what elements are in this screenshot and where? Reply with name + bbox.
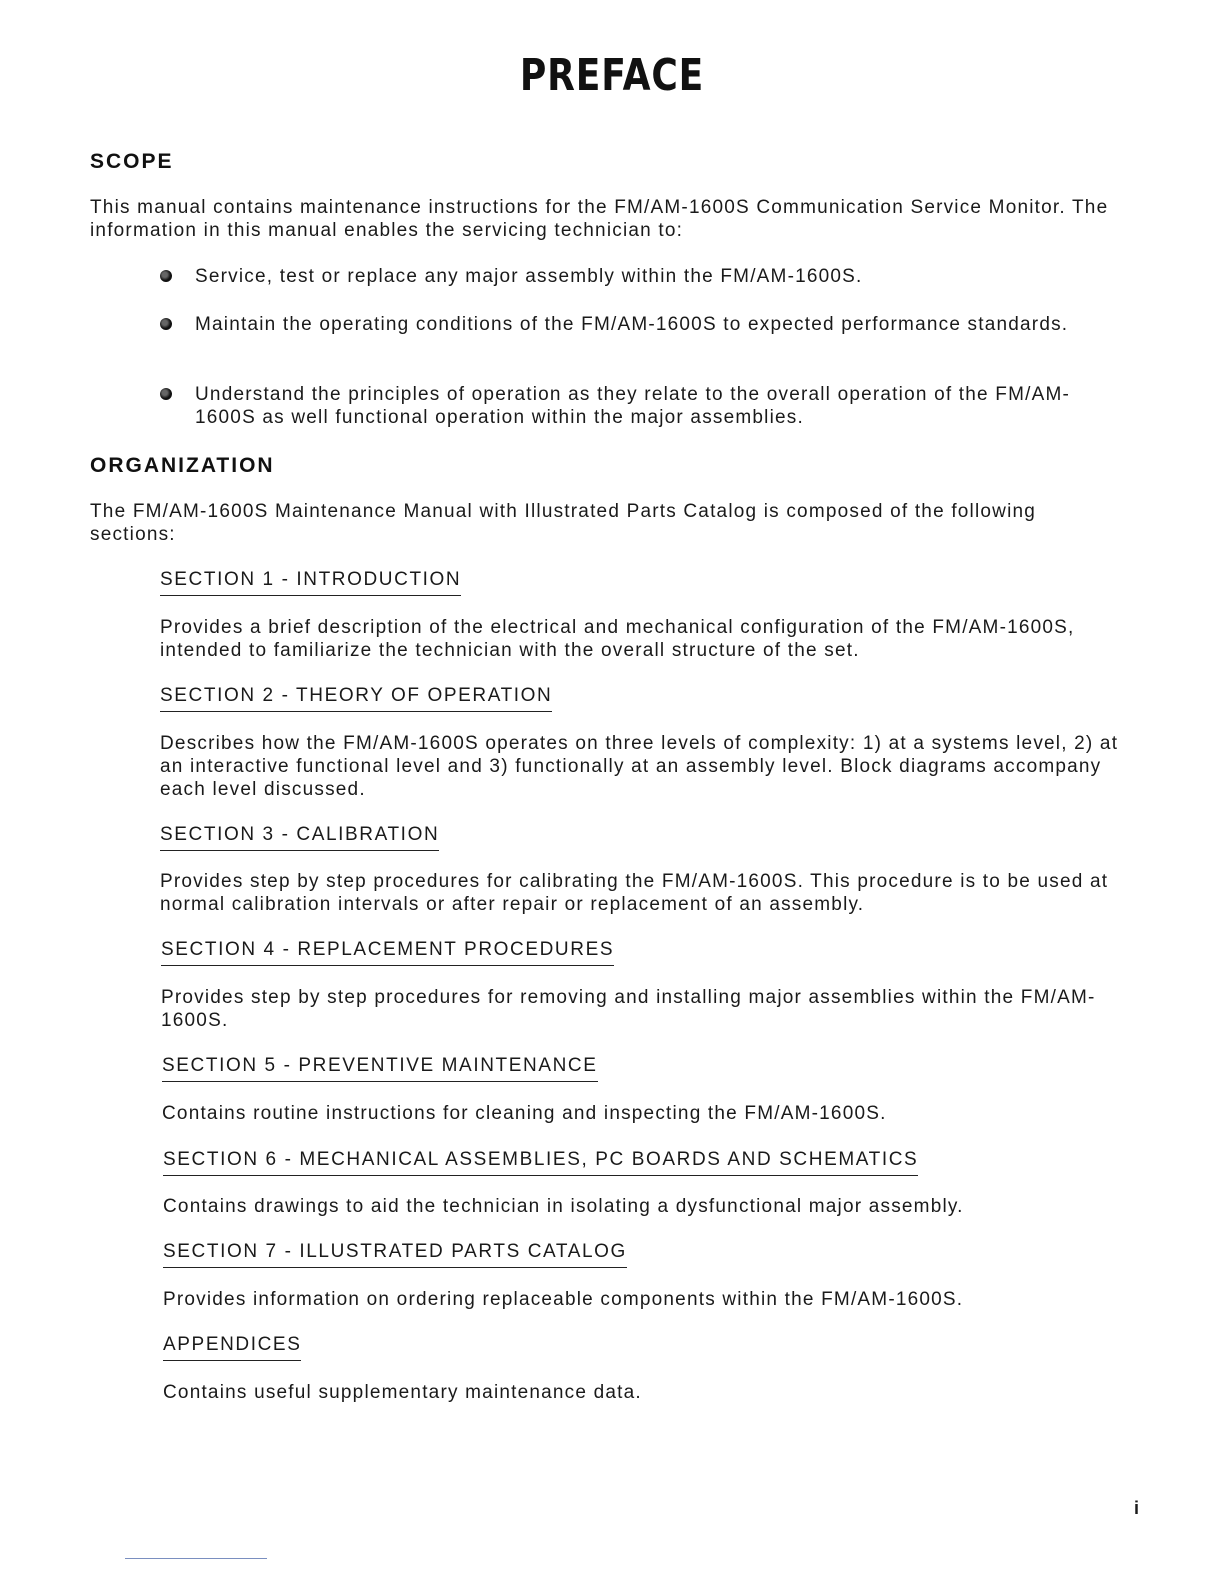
bullet-icon <box>160 270 172 282</box>
section-description: Provides a brief description of the electrical and mechanical configuration of the FM/AM-1600S, intended to familiarize the technician with the overall structure of the set. <box>160 617 1075 661</box>
section-title: SECTION 3 - CALIBRATION <box>160 824 439 851</box>
scope-bullet-text: Maintain the operating conditions of the FM/AM-1600S to expected performance standards. <box>195 314 1069 335</box>
page-number: i <box>1134 1498 1140 1518</box>
section-description: Provides step by step procedures for removing and installing major assemblies within the FM/AM-1600S. <box>161 987 1096 1031</box>
section-description: Provides information on ordering replaceable components within the FM/AM-1600S. <box>163 1289 964 1310</box>
section-description: Describes how the FM/AM-1600S operates on three levels of complexity: 1) at a systems level, 2) at an interactive functional level and 3) functionally at an assembly level. Block diagrams accompany each level discussed. <box>160 733 1119 800</box>
scan-artifact-line <box>125 1558 267 1559</box>
scope-bullet-text: Understand the principles of operation as they relate to the overall operation of the FM/AM-1600S as well functional operation within the major assemblies. <box>195 384 1071 428</box>
section-title: SECTION 4 - REPLACEMENT PROCEDURES <box>161 939 614 966</box>
bullet-icon <box>160 388 172 400</box>
section-description: Contains drawings to aid the technician in isolating a dysfunctional major assembly. <box>163 1196 964 1217</box>
section-description: Contains routine instructions for cleaning and inspecting the FM/AM-1600S. <box>162 1103 887 1124</box>
scope-bullet-text: Service, test or replace any major assembly within the FM/AM-1600S. <box>195 266 863 287</box>
section-title: SECTION 7 - ILLUSTRATED PARTS CATALOG <box>163 1241 627 1268</box>
section-title: APPENDICES <box>163 1334 301 1361</box>
section-description: Contains useful supplementary maintenance data. <box>163 1382 642 1403</box>
bullet-icon <box>160 318 172 330</box>
organization-intro: The FM/AM-1600S Maintenance Manual with Illustrated Parts Catalog is composed of the following sections: <box>90 501 1037 545</box>
section-title: SECTION 1 - INTRODUCTION <box>160 569 461 596</box>
organization-heading: ORGANIZATION <box>90 454 275 477</box>
section-title: SECTION 6 - MECHANICAL ASSEMBLIES, PC BOARDS AND SCHEMATICS <box>163 1149 918 1176</box>
section-title: SECTION 5 - PREVENTIVE MAINTENANCE <box>162 1055 598 1082</box>
scope-heading: SCOPE <box>90 150 174 173</box>
page-title: PREFACE <box>519 50 705 101</box>
section-description: Provides step by step procedures for calibrating the FM/AM-1600S. This procedure is to be used at normal calibration intervals or after repair or replacement of an assembly. <box>160 871 1109 915</box>
scope-intro: This manual contains maintenance instructions for the FM/AM-1600S Communication Service Monitor. The information in this manual enables the servicing technician to: <box>90 197 1109 241</box>
section-title: SECTION 2 - THEORY OF OPERATION <box>160 685 552 712</box>
